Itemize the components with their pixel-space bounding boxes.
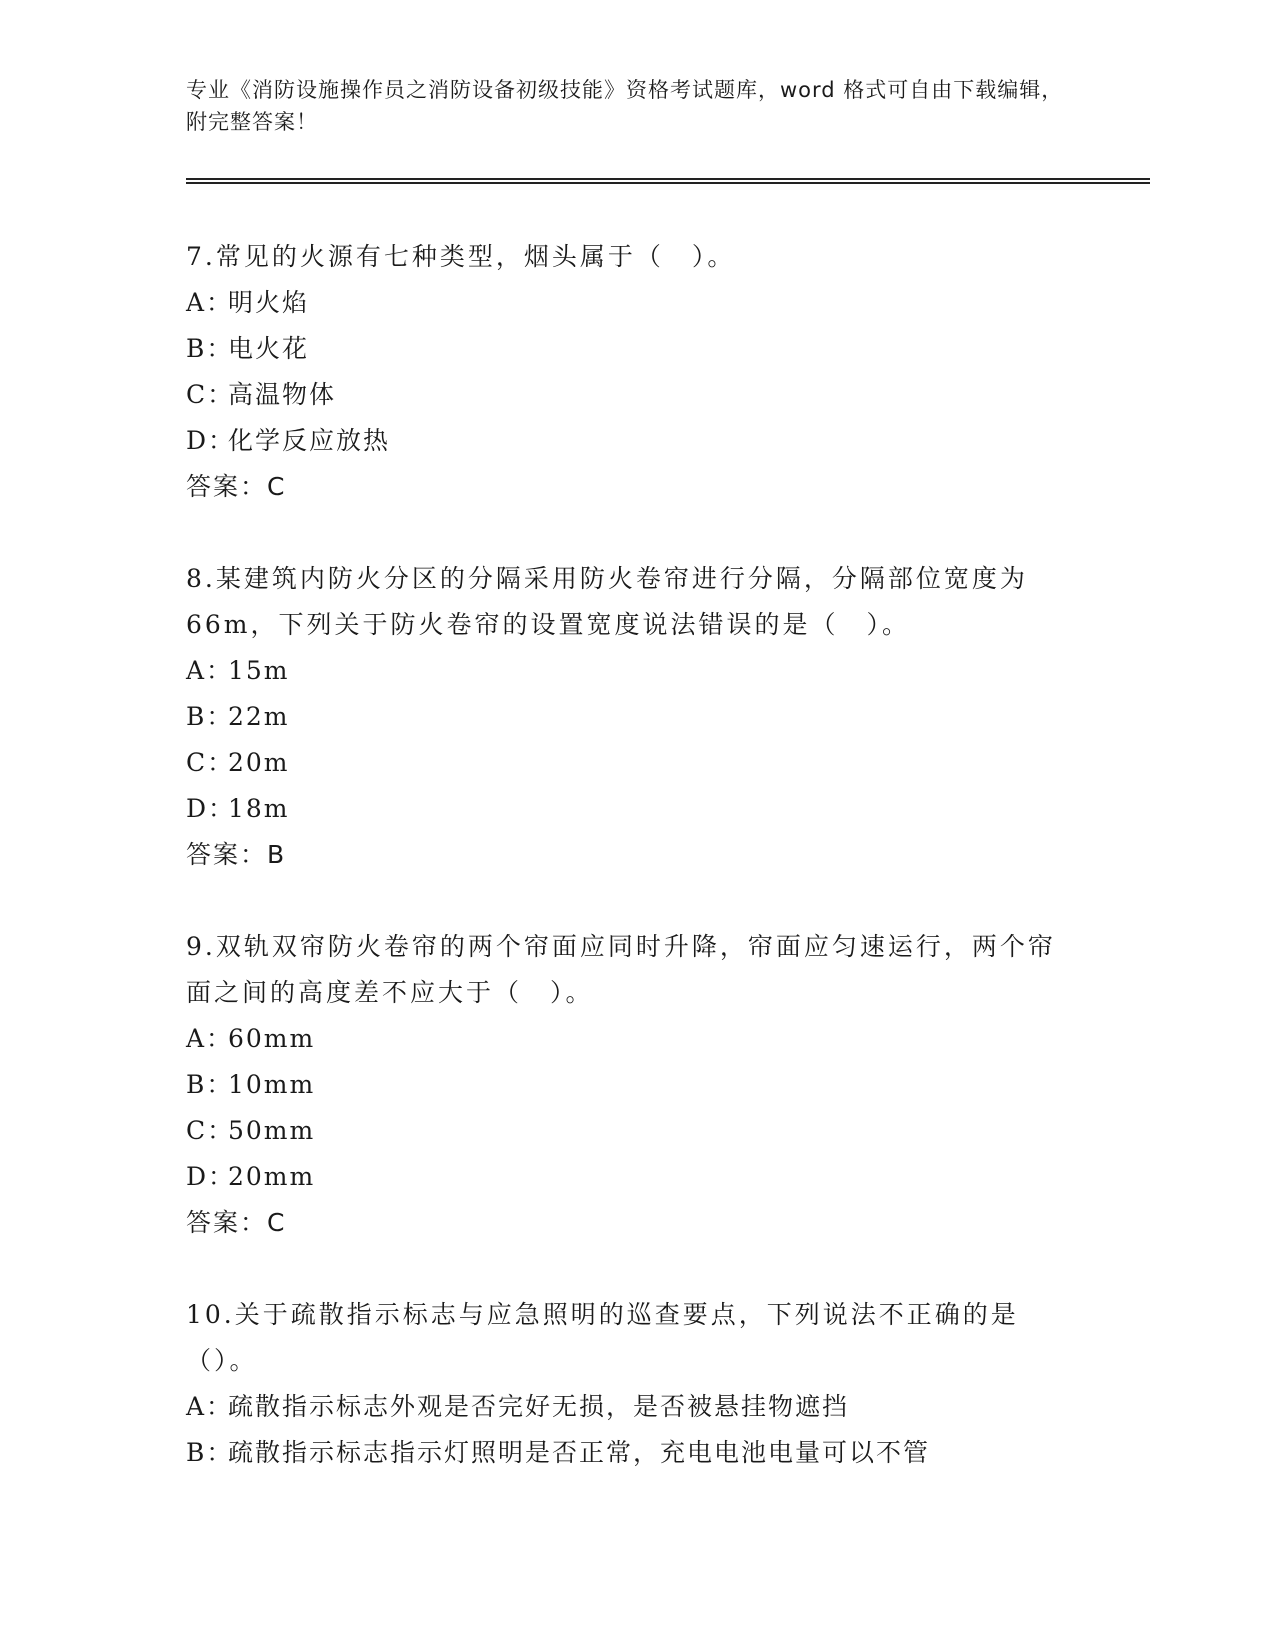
option-d [186, 1154, 1066, 1200]
option-text: 60mm [228, 1024, 316, 1053]
option-text: 疏散指示标志外观是否完好无损，是否被悬挂物遮挡 [228, 1392, 850, 1421]
option-a [186, 648, 1066, 694]
option-key: D： [186, 794, 236, 823]
option-key: B： [186, 1438, 234, 1467]
option-key: C： [186, 748, 235, 777]
option-key: B： [186, 702, 234, 731]
option-key: D： [186, 426, 236, 455]
question-7 [186, 234, 1066, 510]
option-b [186, 1430, 1066, 1476]
option-key: A： [186, 1024, 234, 1053]
header-divider-top [186, 178, 1150, 180]
option-text: 18m [228, 794, 290, 823]
option-key: C： [186, 1116, 235, 1145]
option-text: 50mm [228, 1116, 316, 1145]
question-stem: 10.关于疏散指示标志与应急照明的巡查要点，下列说法不正确的是（）。 [186, 1300, 1019, 1375]
option-text: 电火花 [228, 334, 310, 363]
option-key: A： [186, 288, 234, 317]
option-key: B： [186, 1070, 234, 1099]
option-c [186, 1108, 1066, 1154]
option-d [186, 786, 1066, 832]
option-text: 明火焰 [228, 288, 310, 317]
question-stem: 7.常见的火源有七种类型，烟头属于（ ）。 [186, 242, 736, 271]
option-text: 化学反应放热 [228, 426, 391, 455]
option-key: D： [186, 1162, 236, 1191]
option-text: 疏散指示标志指示灯照明是否正常，充电电池电量可以不管 [228, 1438, 931, 1467]
question-9 [186, 924, 1066, 1246]
answer-line: 答案：B [186, 840, 287, 869]
option-key: B： [186, 334, 234, 363]
option-b [186, 326, 1066, 372]
option-text: 22m [228, 702, 290, 731]
option-b [186, 694, 1066, 740]
question-10 [186, 1292, 1066, 1476]
question-8 [186, 556, 1066, 878]
question-list [186, 234, 1066, 1522]
option-c [186, 740, 1066, 786]
option-key: C： [186, 380, 235, 409]
option-key: A： [186, 656, 234, 685]
answer-line: 答案：C [186, 472, 287, 501]
header-divider-bottom [186, 182, 1150, 184]
option-key: A： [186, 1392, 234, 1421]
option-text: 20mm [228, 1162, 316, 1191]
option-text: 20m [228, 748, 290, 777]
option-b [186, 1062, 1066, 1108]
option-text: 15m [228, 656, 290, 685]
question-stem: 8.某建筑内防火分区的分隔采用防火卷帘进行分隔，分隔部位宽度为66m，下列关于防火卷帘的设置宽度说法错误的是（ ）。 [186, 564, 1028, 639]
document-intro: 专业《消防设施操作员之消防设备初级技能》资格考试题库，word 格式可自由下载编辑，附完整答案！ [186, 78, 1064, 134]
question-stem: 9.双轨双帘防火卷帘的两个帘面应同时升降，帘面应匀速运行，两个帘面之间的高度差不应大于（ ）。 [186, 932, 1056, 1007]
option-c [186, 372, 1066, 418]
option-a [186, 280, 1066, 326]
option-d [186, 418, 1066, 464]
option-text: 高温物体 [228, 380, 337, 409]
answer-line: 答案：C [186, 1208, 287, 1237]
option-a [186, 1016, 1066, 1062]
option-text: 10mm [228, 1070, 316, 1099]
option-a [186, 1384, 1066, 1430]
